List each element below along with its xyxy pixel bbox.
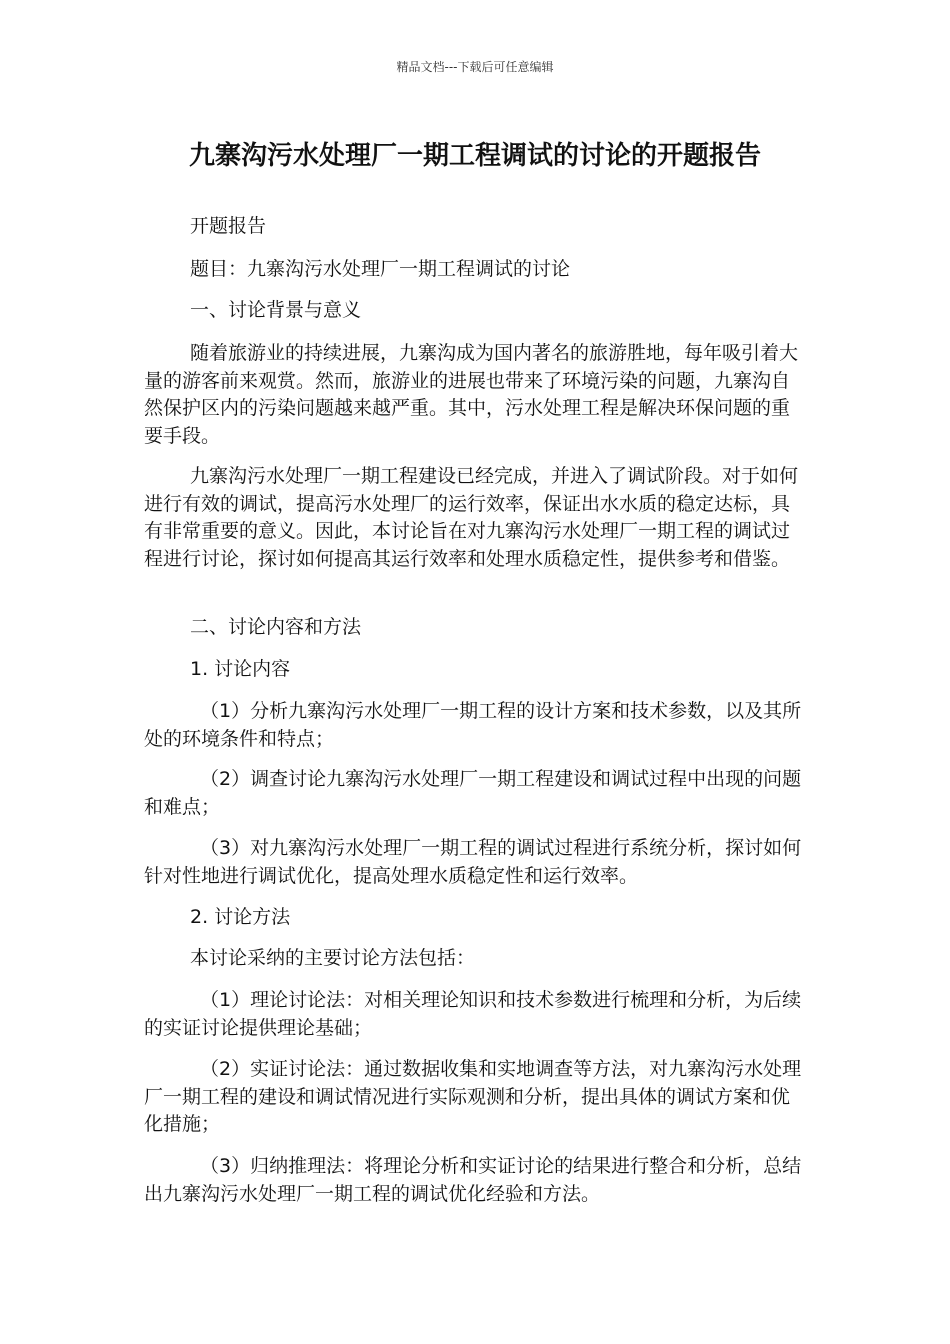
content-item-3: （3）对九寨沟污水处理厂一期工程的调试过程进行系统分析，探讨如何针对性地进行调试优化，提高处理水质稳定性和运行效率。 <box>144 837 802 887</box>
method-item-3: （3）归纳推理法：将理论分析和实证讨论的结果进行整合和分析，总结出九寨沟污水处理厂一期工程的调试优化经验和方法。 <box>144 1155 802 1205</box>
method-item-1: （1）理论讨论法：对相关理论知识和技术参数进行梳理和分析，为后续的实证讨论提供理论基础； <box>144 989 802 1039</box>
subheading-methods: 2. 讨论方法 <box>190 906 291 928</box>
section-heading-background: 一、讨论背景与意义 <box>190 299 362 321</box>
paragraph-report-label: 开题报告 <box>190 215 267 237</box>
document-title: 九寨沟污水处理厂一期工程调试的讨论的开题报告 <box>188 141 761 171</box>
paragraph-significance: 九寨沟污水处理厂一期工程建设已经完成，并进入了调试阶段。对于如何进行有效的调试，提高污水处理厂的运行效率，保证出水水质的稳定达标，具有非常重要的意义。因此，本讨论旨在对九寨沟污水处理厂一期工程的调试过程进行讨论，探讨如何提高其运行效率和处理水质稳定性，提供参考和借鉴。 <box>144 465 799 570</box>
paragraph-methods-intro: 本讨论采纳的主要讨论方法包括： <box>190 947 476 969</box>
paragraph-topic: 题目：九寨沟污水处理厂一期工程调试的讨论 <box>190 258 571 280</box>
content-item-2: （2）调查讨论九寨沟污水处理厂一期工程建设和调试过程中出现的问题和难点； <box>144 768 802 818</box>
method-item-2: （2）实证讨论法：通过数据收集和实地调查等方法，对九寨沟污水处理厂一期工程的建设和调试情况进行实际观测和分析，提出具体的调试方案和优化措施； <box>144 1058 802 1135</box>
subheading-content: 1. 讨论内容 <box>190 658 291 680</box>
page-header-note: 精品文档---下载后可任意编辑 <box>396 60 554 74</box>
paragraph-background: 随着旅游业的持续进展，九寨沟成为国内著名的旅游胜地，每年吸引着大量的游客前来观赏。然而，旅游业的进展也带来了环境污染的问题，九寨沟自然保护区内的污染问题越来越严重。其中，污水处理工程是解决环保问题的重要手段。 <box>144 342 799 447</box>
content-item-1: （1）分析九寨沟污水处理厂一期工程的设计方案和技术参数，以及其所处的环境条件和特点； <box>144 700 802 750</box>
section-heading-content-methods: 二、讨论内容和方法 <box>190 616 362 638</box>
